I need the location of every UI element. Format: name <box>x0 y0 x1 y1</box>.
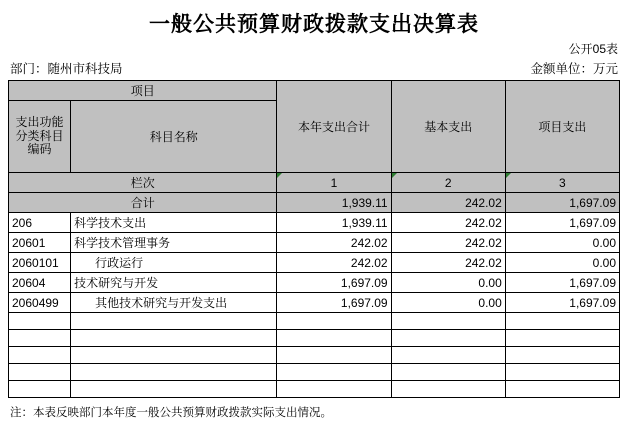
row-basic: 242.02 <box>391 233 505 253</box>
row-name <box>71 330 277 347</box>
row-basic: 0.00 <box>391 293 505 313</box>
row-code: 20604 <box>9 273 71 293</box>
row-total <box>277 364 391 381</box>
row-project <box>505 381 619 398</box>
table-row <box>9 330 620 347</box>
total-row <box>9 193 620 213</box>
row-project: 1,697.09 <box>505 273 619 293</box>
row-basic: 0.00 <box>391 273 505 293</box>
department-name: 随州市科技局 <box>47 62 123 76</box>
table-row <box>9 233 620 253</box>
row-basic: 242.02 <box>391 213 505 233</box>
row-code: 2060101 <box>9 253 71 273</box>
row-basic <box>391 381 505 398</box>
row-basic <box>391 347 505 364</box>
row-name: 技术研究与开发 <box>71 273 277 293</box>
table-row <box>9 273 620 293</box>
row-code: 2060499 <box>9 293 71 313</box>
total-row-basic: 242.02 <box>391 193 505 213</box>
row-name: 其他技术研究与开发支出 <box>71 293 277 313</box>
row-total <box>277 347 391 364</box>
table-note: 注：本表反映部门本年度一般公共预算财政拨款实际支出情况。 <box>10 407 332 419</box>
row-code <box>9 313 71 330</box>
row-project <box>505 347 619 364</box>
row-basic <box>391 364 505 381</box>
row-project <box>505 313 619 330</box>
table-row <box>9 364 620 381</box>
amount-unit: 金额单位：万元 <box>530 62 618 76</box>
column-number-3: 3 <box>505 173 619 193</box>
row-basic <box>391 313 505 330</box>
row-total <box>277 313 391 330</box>
table-row <box>9 381 620 398</box>
row-total: 1,939.11 <box>277 213 391 233</box>
page-title: 一般公共预算财政拨款支出决算表 <box>149 12 479 36</box>
row-name: 科学技术支出 <box>71 213 277 233</box>
total-row-project: 1,697.09 <box>505 193 619 213</box>
header-basic: 基本支出 <box>391 81 505 173</box>
header-code-line3: 编码 <box>27 142 52 157</box>
row-total: 242.02 <box>277 253 391 273</box>
table-row <box>9 253 620 273</box>
report-page <box>0 8 628 431</box>
row-project: 1,697.09 <box>505 293 619 313</box>
row-total <box>277 381 391 398</box>
row-project: 0.00 <box>505 233 619 253</box>
group-header-item: 项目 <box>9 81 277 101</box>
row-project <box>505 330 619 347</box>
row-code <box>9 347 71 364</box>
row-code <box>9 364 71 381</box>
column-number-1: 1 <box>277 173 391 193</box>
row-project <box>505 364 619 381</box>
row-total: 242.02 <box>277 233 391 253</box>
row-total: 1,697.09 <box>277 293 391 313</box>
row-total: 1,697.09 <box>277 273 391 293</box>
header-code <box>9 101 71 173</box>
table-row <box>9 293 620 313</box>
department-info <box>10 59 123 77</box>
row-total <box>277 330 391 347</box>
row-basic: 242.02 <box>391 253 505 273</box>
row-code <box>9 381 71 398</box>
total-row-label: 合计 <box>9 193 277 213</box>
table-row <box>9 347 620 364</box>
table-row <box>9 313 620 330</box>
row-name <box>71 313 277 330</box>
column-number-row <box>9 173 620 193</box>
header-code-line2: 分类科目 <box>15 128 64 143</box>
row-basic <box>391 330 505 347</box>
meta-row <box>8 59 620 77</box>
form-number: 公开05表 <box>568 42 618 56</box>
row-name: 行政运行 <box>71 253 277 273</box>
row-name <box>71 381 277 398</box>
row-code: 20601 <box>9 233 71 253</box>
table-header-group-row <box>9 81 620 101</box>
row-name <box>71 347 277 364</box>
row-project: 1,697.09 <box>505 213 619 233</box>
row-name: 科学技术管理事务 <box>71 233 277 253</box>
column-number-2: 2 <box>391 173 505 193</box>
row-code <box>9 330 71 347</box>
column-row-label: 栏次 <box>9 173 277 193</box>
header-code-line1: 支出功能 <box>15 115 64 130</box>
total-row-total: 1,939.11 <box>277 193 391 213</box>
department-label: 部门： <box>10 62 48 76</box>
table-row <box>9 213 620 233</box>
header-subject-name: 科目名称 <box>71 101 277 173</box>
row-project: 0.00 <box>505 253 619 273</box>
budget-table <box>8 80 620 398</box>
row-name <box>71 364 277 381</box>
row-code: 206 <box>9 213 71 233</box>
header-project: 项目支出 <box>505 81 619 173</box>
header-total: 本年支出合计 <box>277 81 391 173</box>
